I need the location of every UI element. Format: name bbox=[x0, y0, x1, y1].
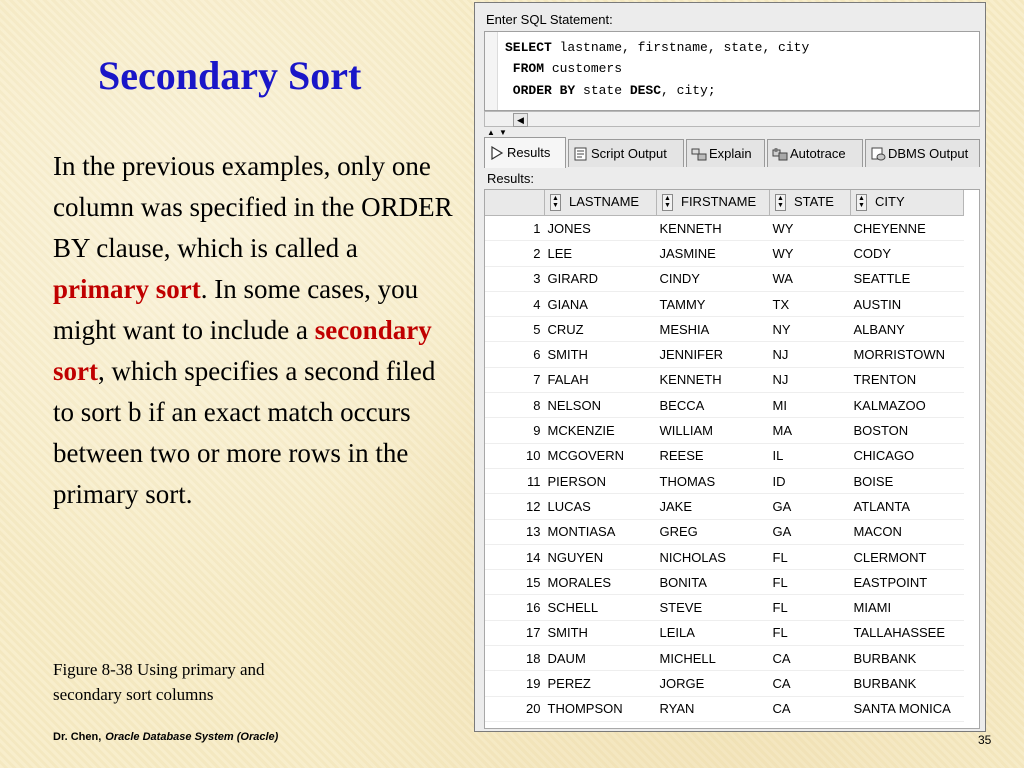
cell-lastname[interactable]: SMITH bbox=[545, 342, 657, 367]
primary-sort-highlight: primary sort bbox=[53, 274, 201, 304]
cell-lastname[interactable]: MONTIASA bbox=[545, 519, 657, 544]
cell-firstname[interactable]: BONITA bbox=[657, 570, 770, 595]
footer-credit bbox=[53, 731, 278, 743]
cell-firstname[interactable]: RYAN bbox=[657, 696, 770, 721]
row-number[interactable]: 9 bbox=[485, 418, 545, 443]
cell-lastname[interactable]: LUCAS bbox=[545, 494, 657, 519]
table-row[interactable] bbox=[485, 519, 964, 544]
panel-splitter[interactable] bbox=[484, 129, 980, 137]
cell-state[interactable]: FL bbox=[770, 570, 851, 595]
cell-firstname[interactable]: GREG bbox=[657, 519, 770, 544]
row-number[interactable]: 1 bbox=[485, 216, 545, 241]
header-state[interactable] bbox=[770, 190, 851, 216]
editor-gutter bbox=[485, 32, 498, 110]
cell-city[interactable]: CLERMONT bbox=[851, 544, 964, 569]
sort-icon[interactable]: ▲ ▼ bbox=[856, 194, 867, 211]
cell-lastname[interactable]: NGUYEN bbox=[545, 544, 657, 569]
cell-state[interactable]: MI bbox=[770, 393, 851, 418]
results-label: Results: bbox=[487, 171, 534, 186]
results-table bbox=[485, 190, 964, 722]
table-row[interactable] bbox=[485, 266, 964, 291]
cell-city[interactable]: BOISE bbox=[851, 468, 964, 493]
header-city-label: CITY bbox=[875, 193, 905, 209]
scroll-left-arrow-icon[interactable]: ◀ bbox=[513, 113, 528, 127]
cell-lastname[interactable]: SMITH bbox=[545, 620, 657, 645]
header-firstname[interactable] bbox=[657, 190, 770, 216]
cell-state[interactable]: FL bbox=[770, 595, 851, 620]
row-number[interactable]: 6 bbox=[485, 342, 545, 367]
body-text-part1: In the previous examples, only one column was specified in the ORDER BY clause, which is called a bbox=[53, 151, 453, 263]
tab-autotrace-label: Autotrace bbox=[790, 146, 846, 161]
tab-results[interactable] bbox=[484, 137, 566, 168]
row-number[interactable]: 15 bbox=[485, 570, 545, 595]
cell-lastname[interactable]: GIRARD bbox=[545, 266, 657, 291]
cell-lastname[interactable]: GIANA bbox=[545, 291, 657, 316]
row-number[interactable]: 3 bbox=[485, 266, 545, 291]
sql-statement-label: Enter SQL Statement: bbox=[486, 12, 613, 27]
results-grid bbox=[484, 189, 980, 729]
cell-city[interactable]: TRENTON bbox=[851, 367, 964, 392]
cell-firstname[interactable]: STEVE bbox=[657, 595, 770, 620]
header-lastname-label: LASTNAME bbox=[569, 193, 640, 209]
cell-city[interactable]: SANTA MONICA bbox=[851, 696, 964, 721]
table-row[interactable] bbox=[485, 216, 964, 241]
body-text-part3: , which specifies a second filed to sort b if an exact match occurs between two or more rows in the primary sort. bbox=[53, 356, 436, 509]
tab-dbms-output-label: DBMS Output bbox=[888, 146, 969, 161]
cell-lastname[interactable]: THOMPSON bbox=[545, 696, 657, 721]
table-row[interactable] bbox=[485, 342, 964, 367]
sort-icon[interactable]: ▲ ▼ bbox=[550, 194, 561, 211]
sql-from-table: customers bbox=[544, 61, 623, 76]
cell-city[interactable]: MORRISTOWN bbox=[851, 342, 964, 367]
cell-state[interactable]: GA bbox=[770, 494, 851, 519]
cell-firstname[interactable]: REESE bbox=[657, 443, 770, 468]
slide-title: Secondary Sort bbox=[98, 53, 362, 98]
row-number[interactable]: 16 bbox=[485, 595, 545, 620]
tab-script-output-label: Script Output bbox=[591, 146, 667, 161]
cell-firstname[interactable]: MICHELL bbox=[657, 646, 770, 671]
tab-results-label: Results bbox=[507, 145, 551, 160]
cell-state[interactable]: NY bbox=[770, 317, 851, 342]
sql-line-3 bbox=[505, 83, 716, 98]
editor-horizontal-scrollbar[interactable] bbox=[484, 111, 980, 127]
table-row[interactable] bbox=[485, 393, 964, 418]
cell-state[interactable]: FL bbox=[770, 544, 851, 569]
table-row[interactable] bbox=[485, 443, 964, 468]
cell-city[interactable]: AUSTIN bbox=[851, 291, 964, 316]
cell-city[interactable]: BURBANK bbox=[851, 646, 964, 671]
tab-dbms-output[interactable] bbox=[865, 139, 980, 167]
tab-explain-label: Explain bbox=[709, 146, 752, 161]
sort-icon[interactable]: ▲ ▼ bbox=[662, 194, 673, 211]
row-number[interactable]: 14 bbox=[485, 544, 545, 569]
cell-city[interactable]: EASTPOINT bbox=[851, 570, 964, 595]
cell-state[interactable]: WA bbox=[770, 266, 851, 291]
dbms-icon bbox=[870, 147, 886, 161]
header-lastname[interactable] bbox=[545, 190, 657, 216]
cell-city[interactable]: CHICAGO bbox=[851, 443, 964, 468]
script-icon bbox=[573, 147, 589, 161]
cell-lastname[interactable]: MCGOVERN bbox=[545, 443, 657, 468]
sql-editor[interactable] bbox=[484, 31, 980, 111]
footer-author: Dr. Chen, bbox=[53, 731, 102, 743]
row-number[interactable]: 4 bbox=[485, 291, 545, 316]
caption-line-2: secondary sort columns bbox=[53, 685, 214, 704]
table-row[interactable] bbox=[485, 418, 964, 443]
cell-state[interactable]: CA bbox=[770, 646, 851, 671]
cell-lastname[interactable]: NELSON bbox=[545, 393, 657, 418]
row-number[interactable]: 18 bbox=[485, 646, 545, 671]
cell-city[interactable]: TALLAHASSEE bbox=[851, 620, 964, 645]
cell-lastname[interactable]: JONES bbox=[545, 216, 657, 241]
cell-firstname[interactable]: KENNETH bbox=[657, 367, 770, 392]
tab-explain[interactable] bbox=[686, 139, 765, 167]
sql-keyword-select: SELECT bbox=[505, 40, 552, 55]
play-icon bbox=[489, 146, 505, 160]
cell-state[interactable]: CA bbox=[770, 696, 851, 721]
sql-line-2 bbox=[505, 61, 622, 76]
collapse-up-icon[interactable]: ▲ bbox=[487, 128, 495, 137]
cell-city[interactable]: SEATTLE bbox=[851, 266, 964, 291]
cell-firstname[interactable]: JASMINE bbox=[657, 241, 770, 266]
cell-state[interactable]: ID bbox=[770, 468, 851, 493]
table-row[interactable] bbox=[485, 570, 964, 595]
row-number[interactable]: 20 bbox=[485, 696, 545, 721]
cell-state[interactable]: NJ bbox=[770, 367, 851, 392]
table-row[interactable] bbox=[485, 646, 964, 671]
cell-lastname[interactable]: SCHELL bbox=[545, 595, 657, 620]
header-firstname-label: FIRSTNAME bbox=[681, 193, 757, 209]
cell-city[interactable]: ALBANY bbox=[851, 317, 964, 342]
sql-developer-window bbox=[474, 2, 986, 732]
cell-firstname[interactable]: THOMAS bbox=[657, 468, 770, 493]
cell-firstname[interactable]: WILLIAM bbox=[657, 418, 770, 443]
caption-line-1: Figure 8-38 Using primary and bbox=[53, 660, 265, 679]
row-number[interactable]: 17 bbox=[485, 620, 545, 645]
cell-lastname[interactable]: PEREZ bbox=[545, 671, 657, 696]
cell-city[interactable]: BOSTON bbox=[851, 418, 964, 443]
cell-state[interactable]: CA bbox=[770, 671, 851, 696]
slide-body bbox=[53, 146, 453, 515]
cell-lastname[interactable]: PIERSON bbox=[545, 468, 657, 493]
cell-firstname[interactable]: KENNETH bbox=[657, 216, 770, 241]
cell-firstname[interactable]: CINDY bbox=[657, 266, 770, 291]
row-number[interactable]: 12 bbox=[485, 494, 545, 519]
cell-city[interactable]: ATLANTA bbox=[851, 494, 964, 519]
cell-city[interactable]: MIAMI bbox=[851, 595, 964, 620]
cell-state[interactable]: WY bbox=[770, 241, 851, 266]
body-text-part2: . In some cases, you might want to include a bbox=[53, 274, 419, 345]
table-row[interactable] bbox=[485, 317, 964, 342]
table-row[interactable] bbox=[485, 291, 964, 316]
table-row[interactable] bbox=[485, 468, 964, 493]
cell-firstname[interactable]: LEILA bbox=[657, 620, 770, 645]
cell-firstname[interactable]: NICHOLAS bbox=[657, 544, 770, 569]
row-number[interactable]: 10 bbox=[485, 443, 545, 468]
cell-city[interactable]: KALMAZOO bbox=[851, 393, 964, 418]
sql-line-1 bbox=[505, 40, 809, 55]
cell-state[interactable]: TX bbox=[770, 291, 851, 316]
tab-autotrace[interactable] bbox=[767, 139, 863, 167]
table-row[interactable] bbox=[485, 367, 964, 392]
cell-firstname[interactable]: JAKE bbox=[657, 494, 770, 519]
table-row[interactable] bbox=[485, 696, 964, 721]
cell-city[interactable]: CODY bbox=[851, 241, 964, 266]
cell-city[interactable]: MACON bbox=[851, 519, 964, 544]
table-row[interactable] bbox=[485, 544, 964, 569]
cell-state[interactable]: FL bbox=[770, 620, 851, 645]
header-rownum bbox=[485, 190, 545, 216]
output-tabs bbox=[484, 139, 984, 169]
figure-caption bbox=[53, 657, 383, 707]
table-row[interactable] bbox=[485, 620, 964, 645]
cell-state[interactable]: NJ bbox=[770, 342, 851, 367]
cell-state[interactable]: MA bbox=[770, 418, 851, 443]
cell-state[interactable]: WY bbox=[770, 216, 851, 241]
cell-lastname[interactable]: FALAH bbox=[545, 367, 657, 392]
table-row[interactable] bbox=[485, 241, 964, 266]
header-state-label: STATE bbox=[794, 193, 834, 209]
cell-firstname[interactable]: JORGE bbox=[657, 671, 770, 696]
cell-lastname[interactable]: MCKENZIE bbox=[545, 418, 657, 443]
sort-icon[interactable]: ▲ ▼ bbox=[775, 194, 786, 211]
header-city[interactable] bbox=[851, 190, 964, 216]
results-body bbox=[485, 216, 964, 722]
sql-select-columns: lastname, firstname, state, city bbox=[551, 40, 810, 55]
cell-lastname[interactable]: LEE bbox=[545, 241, 657, 266]
sql-order-rest: , city; bbox=[661, 83, 716, 98]
sql-keyword-from: FROM bbox=[505, 61, 545, 76]
cell-firstname[interactable]: JENNIFER bbox=[657, 342, 770, 367]
row-number[interactable]: 19 bbox=[485, 671, 545, 696]
sql-keyword-desc: DESC bbox=[629, 83, 662, 98]
row-number[interactable]: 11 bbox=[485, 468, 545, 493]
cell-firstname[interactable]: MESHIA bbox=[657, 317, 770, 342]
cell-lastname[interactable]: CRUZ bbox=[545, 317, 657, 342]
cell-state[interactable]: IL bbox=[770, 443, 851, 468]
cell-lastname[interactable]: DAUM bbox=[545, 646, 657, 671]
header-row bbox=[485, 190, 964, 216]
row-number[interactable]: 8 bbox=[485, 393, 545, 418]
table-row[interactable] bbox=[485, 595, 964, 620]
collapse-down-icon[interactable]: ▼ bbox=[499, 128, 507, 137]
page-number: 35 bbox=[978, 733, 992, 747]
row-number[interactable]: 7 bbox=[485, 367, 545, 392]
cell-city[interactable]: BURBANK bbox=[851, 671, 964, 696]
table-row[interactable] bbox=[485, 494, 964, 519]
cell-state[interactable]: GA bbox=[770, 519, 851, 544]
cell-city[interactable]: CHEYENNE bbox=[851, 216, 964, 241]
secondary-sort-highlight: secondary sort bbox=[53, 315, 432, 386]
sql-order-column: state bbox=[575, 83, 630, 98]
cell-lastname[interactable]: MORALES bbox=[545, 570, 657, 595]
explain-icon bbox=[691, 147, 707, 161]
table-row[interactable] bbox=[485, 671, 964, 696]
sql-keyword-order-by: ORDER BY bbox=[505, 83, 576, 98]
row-number[interactable]: 13 bbox=[485, 519, 545, 544]
footer-course: Oracle Database System (Oracle) bbox=[105, 731, 279, 743]
autotrace-icon bbox=[772, 147, 788, 161]
cell-firstname[interactable]: BECCA bbox=[657, 393, 770, 418]
tab-script-output[interactable] bbox=[568, 139, 684, 167]
cell-firstname[interactable]: TAMMY bbox=[657, 291, 770, 316]
row-number[interactable]: 2 bbox=[485, 241, 545, 266]
row-number[interactable]: 5 bbox=[485, 317, 545, 342]
